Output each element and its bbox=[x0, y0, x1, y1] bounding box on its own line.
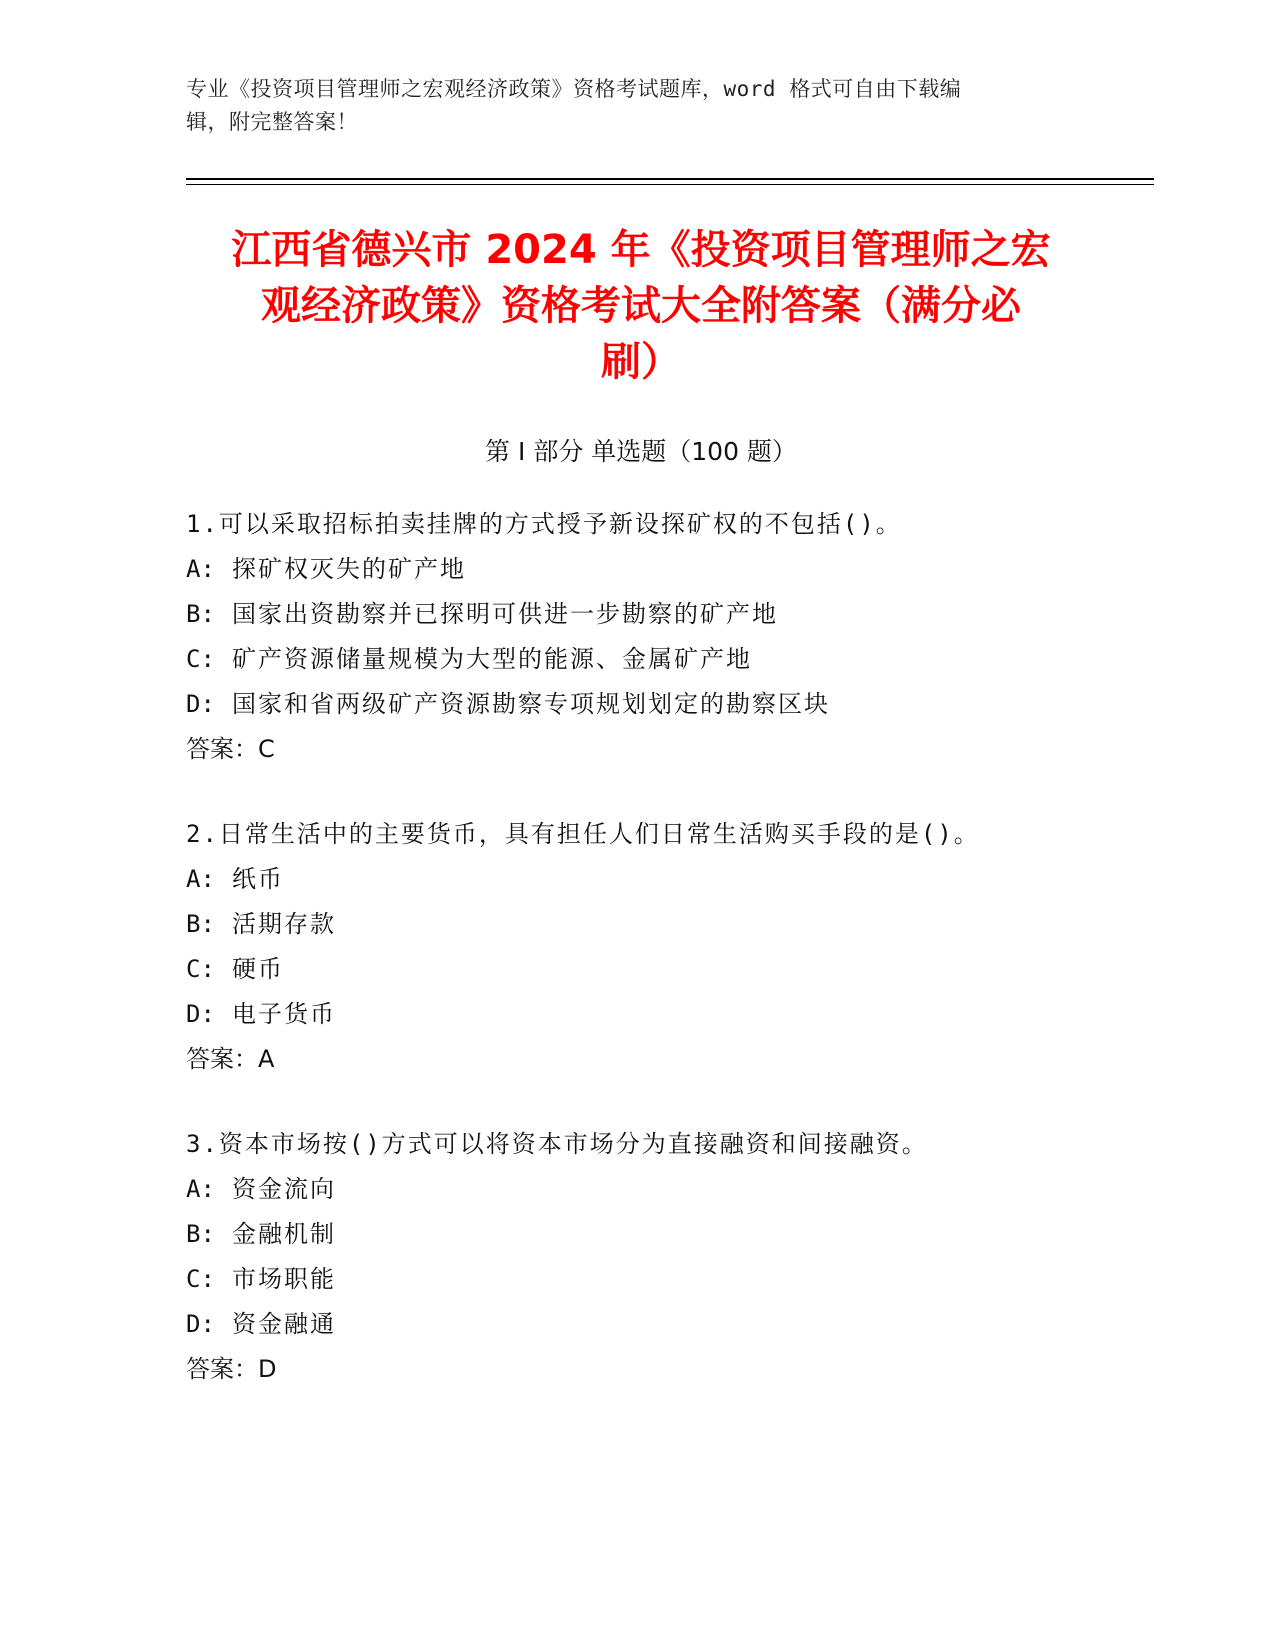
question-stem: 1.可以采取招标拍卖挂牌的方式授予新设探矿权的不包括()。 bbox=[186, 510, 902, 538]
option-text: 探矿权灭失的矿产地 bbox=[232, 555, 466, 583]
document-title-line: 刷） bbox=[601, 339, 681, 385]
document-title bbox=[186, 222, 1096, 390]
option-row bbox=[186, 1257, 1146, 1302]
option-text: 资金融通 bbox=[232, 1310, 336, 1338]
option-row bbox=[186, 992, 1146, 1037]
option-letter: B: bbox=[186, 600, 215, 628]
option-letter: D: bbox=[186, 690, 215, 718]
question-stem: 2.日常生活中的主要货币，具有担任人们日常生活购买手段的是()。 bbox=[186, 820, 980, 848]
option-text: 国家出资勘察并已探明可供进一步勘察的矿产地 bbox=[232, 600, 778, 628]
question-stem: 3.资本市场按()方式可以将资本市场分为直接融资和间接融资。 bbox=[186, 1130, 928, 1158]
option-text: 矿产资源储量规模为大型的能源、金属矿产地 bbox=[232, 645, 752, 673]
option-text: 活期存款 bbox=[232, 910, 336, 938]
option-letter: B: bbox=[186, 910, 215, 938]
option-row bbox=[186, 902, 1146, 947]
option-letter: D: bbox=[186, 1000, 215, 1028]
option-text: 市场职能 bbox=[232, 1265, 336, 1293]
option-row bbox=[186, 1302, 1146, 1347]
question-block bbox=[186, 502, 1146, 772]
question-block bbox=[186, 1122, 1146, 1392]
header-note bbox=[186, 73, 1066, 139]
option-letter: C: bbox=[186, 1265, 215, 1293]
option-letter: C: bbox=[186, 645, 215, 673]
question-block bbox=[186, 812, 1146, 1082]
option-text: 资金流向 bbox=[232, 1175, 336, 1203]
header-divider-thick bbox=[186, 178, 1154, 180]
option-text: 硬币 bbox=[232, 955, 284, 983]
option-letter: A: bbox=[186, 555, 215, 583]
option-row bbox=[186, 857, 1146, 902]
option-row bbox=[186, 1212, 1146, 1257]
option-letter: B: bbox=[186, 1220, 215, 1248]
answer-line: 答案：A bbox=[186, 1045, 275, 1073]
document-title-line: 观经济政策》资格考试大全附答案（满分必 bbox=[261, 283, 1021, 329]
answer-line: 答案：C bbox=[186, 735, 275, 763]
option-row bbox=[186, 682, 1146, 727]
option-letter: A: bbox=[186, 1175, 215, 1203]
option-row bbox=[186, 592, 1146, 637]
option-text: 国家和省两级矿产资源勘察专项规划划定的勘察区块 bbox=[232, 690, 830, 718]
option-row bbox=[186, 637, 1146, 682]
header-divider-thin bbox=[186, 184, 1154, 185]
option-row bbox=[186, 1167, 1146, 1212]
header-note-line: 辑，附完整答案！ bbox=[186, 110, 358, 134]
option-letter: A: bbox=[186, 865, 215, 893]
option-text: 纸币 bbox=[232, 865, 284, 893]
header-note-line: 专业《投资项目管理师之宏观经济政策》资格考试题库，word 格式可自由下载编 bbox=[186, 77, 962, 101]
answer-line: 答案：D bbox=[186, 1355, 277, 1383]
option-row bbox=[186, 547, 1146, 592]
option-row bbox=[186, 947, 1146, 992]
option-text: 电子货币 bbox=[232, 1000, 336, 1028]
option-letter: D: bbox=[186, 1310, 215, 1338]
option-letter: C: bbox=[186, 955, 215, 983]
section-heading: 第 I 部分 单选题（100 题） bbox=[485, 437, 797, 466]
document-title-line: 江西省德兴市 2024 年《投资项目管理师之宏 bbox=[231, 227, 1051, 273]
option-text: 金融机制 bbox=[232, 1220, 336, 1248]
